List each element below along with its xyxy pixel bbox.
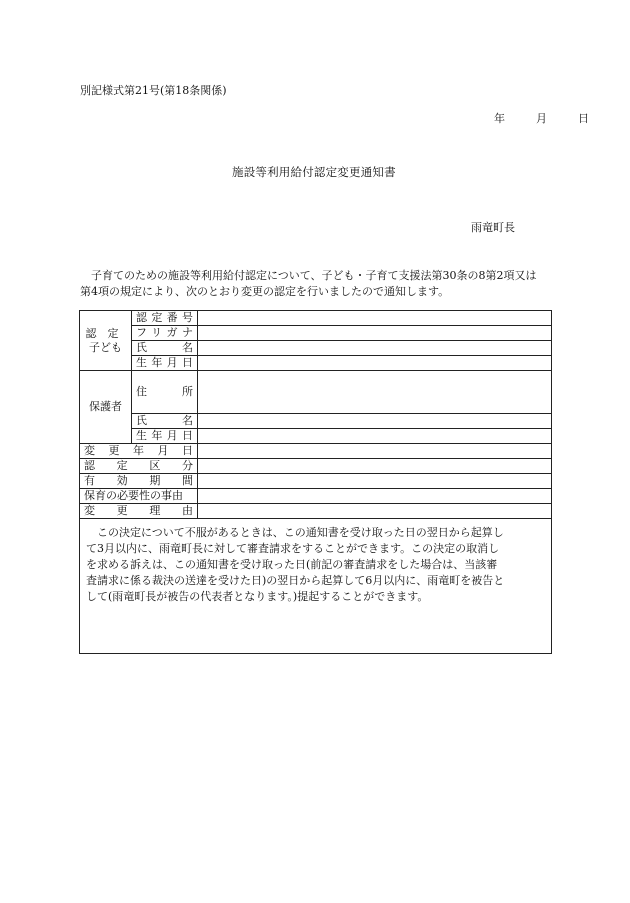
table-row bbox=[80, 444, 552, 459]
child-group-label bbox=[80, 311, 132, 371]
guardian-group-label: 保護者 bbox=[80, 371, 132, 444]
value-change-reason[interactable] bbox=[198, 504, 552, 519]
label-guardian-birthdate: 生年月日 bbox=[132, 429, 198, 444]
label-validity-period: 有効期間 bbox=[80, 474, 198, 489]
date-day-label: 日 bbox=[578, 112, 589, 125]
table-row bbox=[80, 504, 552, 519]
value-cert-category[interactable] bbox=[198, 459, 552, 474]
value-change-date[interactable] bbox=[198, 444, 552, 459]
table-row bbox=[80, 356, 552, 371]
value-guardian-birthdate[interactable] bbox=[198, 429, 552, 444]
child-group-line2: 子ども bbox=[89, 340, 122, 354]
intro-line: 第4項の規定により、次のとおり変更の認定を行いましたので通知します。 bbox=[80, 285, 450, 298]
value-address[interactable] bbox=[198, 371, 552, 414]
notice-line: 査請求に係る裁決の送達を受けた日)の翌日から起算して6月以内に、雨竜町を被告と bbox=[86, 574, 505, 587]
label-childcare-need-reason: 保育の必要性の事由 bbox=[80, 489, 198, 504]
date-line bbox=[494, 110, 589, 126]
label-change-date: 変更年月日 bbox=[80, 444, 198, 459]
notice-line: を求める訴えは、この通知書を受け取った日(前記の審査請求をした場合は、当該審 bbox=[86, 558, 498, 571]
value-cert-number[interactable] bbox=[198, 311, 552, 326]
intro-line: 子育てのための施設等利用給付認定について、子ども・子育て支援法第30条の8第2項又は bbox=[91, 269, 537, 282]
table-row bbox=[80, 429, 552, 444]
notice-line: して(雨竜町長が被告の代表者となります。)提起することができます。 bbox=[86, 590, 429, 603]
table-row bbox=[80, 489, 552, 504]
form-reference: 別記様式第21号(第18条関係) bbox=[80, 84, 227, 97]
document-title: 施設等利用給付認定変更通知書 bbox=[232, 165, 396, 179]
table-row bbox=[80, 371, 552, 414]
child-group-line1: 認 定 bbox=[85, 326, 119, 340]
date-year-label: 年 bbox=[494, 112, 505, 125]
certification-table bbox=[79, 310, 552, 654]
label-child-birthdate: 生年月日 bbox=[132, 356, 198, 371]
value-guardian-name[interactable] bbox=[198, 414, 552, 429]
table-row bbox=[80, 414, 552, 429]
date-month-label: 月 bbox=[536, 112, 547, 125]
table-row bbox=[80, 311, 552, 326]
label-change-reason: 変更理由 bbox=[80, 504, 198, 519]
intro-paragraph bbox=[80, 268, 558, 300]
label-child-name: 氏 名 bbox=[132, 341, 198, 356]
value-child-birthdate[interactable] bbox=[198, 356, 552, 371]
label-guardian-name: 氏 名 bbox=[132, 414, 198, 429]
table-row bbox=[80, 459, 552, 474]
label-cert-category: 認定区分 bbox=[80, 459, 198, 474]
value-child-name[interactable] bbox=[198, 341, 552, 356]
value-childcare-need-reason[interactable] bbox=[198, 489, 552, 504]
table-row bbox=[80, 474, 552, 489]
label-address: 住 所 bbox=[132, 371, 198, 414]
value-validity-period[interactable] bbox=[198, 474, 552, 489]
table-row bbox=[80, 341, 552, 356]
notice-line: て3月以内に、雨竜町長に対して審査請求をすることができます。この決定の取消し bbox=[86, 542, 500, 555]
table-row bbox=[80, 519, 552, 654]
issuer-name: 雨竜町長 bbox=[471, 221, 515, 234]
notice-line: この決定について不服があるときは、この通知書を受け取った日の翌日から起算し bbox=[97, 526, 504, 539]
label-cert-number: 認定番号 bbox=[132, 311, 198, 326]
appeal-notice bbox=[80, 519, 552, 654]
label-furigana: フリガナ bbox=[132, 326, 198, 341]
value-furigana[interactable] bbox=[198, 326, 552, 341]
table-row bbox=[80, 326, 552, 341]
